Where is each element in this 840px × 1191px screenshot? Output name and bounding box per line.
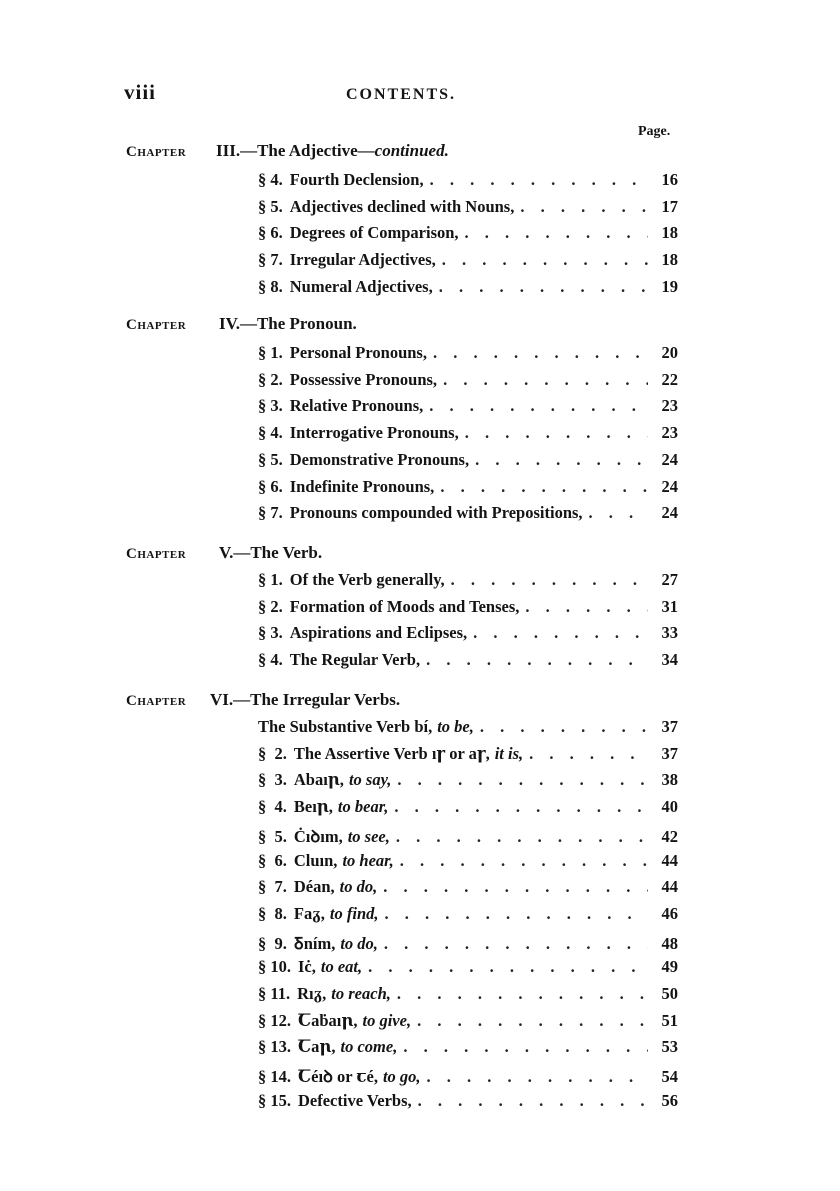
- dot-leader: [397, 770, 648, 790]
- entry-gloss: to see,: [347, 826, 390, 846]
- toc-entry: [258, 343, 678, 367]
- entry-title: Personal Pronouns,: [289, 343, 427, 362]
- toc-entry: [258, 957, 678, 981]
- dot-leader: [368, 957, 648, 977]
- entry-page-number: 24: [661, 449, 678, 469]
- entry-gloss: to give,: [362, 1010, 412, 1030]
- chapter-title: IV.—The Pronoun.: [219, 314, 357, 333]
- toc-entry: [258, 824, 678, 848]
- entry-gloss: to eat,: [320, 957, 363, 977]
- entry-label: [258, 797, 388, 817]
- dot-leader: [465, 423, 648, 443]
- toc-entry: [258, 170, 678, 194]
- section-number: § 8.: [258, 276, 283, 296]
- entry-label: [258, 957, 362, 977]
- section-number: § 3.: [258, 770, 287, 790]
- entry-gloss: to be,: [437, 717, 474, 736]
- dot-leader: [589, 503, 648, 523]
- section-number: § 12.: [258, 1010, 291, 1030]
- dot-leader: [417, 1011, 648, 1031]
- entry-page-number: 42: [661, 826, 678, 846]
- entry-title: Possessive Pronouns,: [289, 369, 438, 389]
- section-number: § 8.: [258, 903, 287, 923]
- chapter-title-continued: continued.: [374, 141, 449, 160]
- entry-label: [258, 223, 459, 243]
- dot-leader: [443, 370, 648, 390]
- entry-label: [258, 744, 523, 764]
- section-number: § 6.: [258, 850, 287, 870]
- section-number: § 3.: [258, 623, 283, 643]
- entry-title: Pronouns compounded with Prepositions,: [289, 503, 583, 523]
- chapter-title: III.—The Adjective—: [216, 141, 375, 160]
- dot-leader: [473, 623, 648, 643]
- entry-label: [258, 396, 423, 416]
- toc-entry: [258, 931, 678, 955]
- toc-entry: [258, 984, 678, 1008]
- entry-label: [258, 984, 391, 1004]
- entry-label: [258, 1091, 412, 1111]
- running-title: CONTENTS.: [346, 86, 457, 103]
- entry-label: [258, 277, 433, 297]
- section-number: § 6.: [258, 223, 283, 243]
- chapter-label: Chapter: [126, 317, 187, 333]
- entry-page-number: 24: [661, 503, 678, 523]
- entry-title: Abaıꞃ,: [293, 770, 344, 790]
- section-number: § 4.: [258, 797, 287, 817]
- entry-page-number: 51: [661, 1010, 678, 1030]
- entry-title: Ċıꝺım,: [293, 826, 343, 846]
- dot-leader: [418, 1091, 648, 1111]
- dot-leader: [430, 170, 648, 190]
- toc-entry: [258, 250, 678, 274]
- dot-leader: [429, 396, 648, 416]
- entry-label: [258, 503, 583, 523]
- entry-page-number: 38: [661, 770, 678, 790]
- entry-title: Cluın,: [293, 850, 338, 870]
- entry-page-number: 49: [661, 957, 678, 977]
- entry-page-number: 20: [661, 343, 678, 362]
- dot-leader: [525, 597, 648, 617]
- toc-entry: [258, 223, 678, 247]
- toc-entry: [258, 877, 678, 901]
- entry-gloss: to do,: [339, 877, 378, 897]
- entry-title: Of the Verb generally,: [289, 570, 445, 589]
- entry-page-number: 33: [661, 623, 678, 643]
- entry-title: Adjectives declined with Nouns,: [289, 196, 515, 216]
- dot-leader: [403, 1037, 648, 1057]
- dot-leader: [475, 450, 648, 470]
- toc-entry: [258, 770, 678, 794]
- dot-leader: [442, 250, 648, 270]
- section-number: § 11.: [258, 984, 291, 1003]
- toc-entry: [258, 1011, 678, 1035]
- entry-label: [258, 450, 469, 470]
- entry-page-number: 23: [661, 423, 678, 443]
- entry-gloss: to go,: [382, 1067, 421, 1087]
- toc-entry: [258, 503, 678, 527]
- section-number: § 7.: [258, 503, 283, 523]
- entry-gloss: to do,: [340, 933, 378, 953]
- entry-page-number: 46: [661, 903, 678, 923]
- toc-entry: [258, 1064, 678, 1088]
- entry-page-number: 18: [661, 250, 678, 270]
- toc-entry: [258, 450, 678, 474]
- dot-leader: [427, 1067, 648, 1087]
- entry-page-number: 54: [661, 1067, 678, 1087]
- toc-entry: [258, 423, 678, 447]
- entry-title: Ᵹním,: [293, 933, 336, 953]
- entry-page-number: 16: [661, 170, 678, 189]
- entry-page-number: 56: [661, 1090, 678, 1110]
- section-number: § 3.: [258, 396, 283, 416]
- dot-leader: [397, 984, 648, 1004]
- page-column-label: Page.: [638, 124, 671, 139]
- entry-label: [258, 370, 437, 390]
- entry-title: The Assertive Verb ıꞅ or aꞅ,: [293, 743, 490, 763]
- chapter-heading: [126, 543, 322, 563]
- section-number: § 10.: [258, 957, 291, 977]
- entry-title: Ꞇaḃaıꞃ,: [298, 1010, 358, 1030]
- dot-leader: [384, 934, 648, 954]
- section-number: § 15.: [258, 1090, 291, 1110]
- toc-entry: [258, 570, 678, 594]
- entry-page-number: 27: [661, 570, 678, 589]
- entry-title: Faᵹ,: [293, 903, 325, 923]
- toc-entry: [258, 650, 678, 674]
- entry-label: [258, 570, 445, 590]
- section-number: § 2.: [258, 596, 283, 616]
- entry-title: The Regular Verb,: [289, 650, 421, 670]
- entry-title: Beıꞃ,: [293, 797, 333, 817]
- section-number: § 5.: [258, 449, 283, 469]
- entry-page-number: 40: [661, 797, 678, 817]
- entry-gloss: to bear,: [337, 797, 389, 817]
- entry-page-number: 37: [661, 717, 678, 736]
- entry-title: Déan,: [293, 877, 335, 897]
- entry-label: [258, 197, 514, 217]
- section-number: § 6.: [258, 476, 283, 496]
- entry-label: [258, 597, 519, 617]
- entry-gloss: to come,: [340, 1037, 398, 1057]
- entry-page-number: 34: [661, 650, 678, 670]
- toc-entry: [258, 744, 678, 768]
- chapter-heading: [126, 141, 449, 161]
- chapter-label: Chapter: [126, 693, 187, 709]
- section-number: § 7.: [258, 877, 287, 897]
- entry-page-number: 37: [661, 743, 678, 763]
- toc-entry: [258, 477, 678, 501]
- entry-page-number: 31: [661, 596, 678, 616]
- entry-title: Ꞇaꞃ,: [298, 1037, 336, 1057]
- section-number: § 9.: [258, 933, 287, 953]
- chapter-heading: [126, 690, 400, 710]
- toc-entry: [258, 277, 678, 301]
- entry-title: Degrees of Comparison,: [289, 223, 459, 243]
- entry-label: [258, 477, 434, 497]
- entry-label: [258, 1037, 397, 1057]
- section-number: § 14.: [258, 1067, 291, 1087]
- toc-entry: [258, 197, 678, 221]
- entry-page-number: 22: [661, 369, 678, 389]
- dot-leader: [439, 277, 648, 297]
- entry-label: [258, 343, 427, 363]
- entry-title: Defective Verbs,: [298, 1090, 412, 1110]
- chapter-label: Chapter: [126, 546, 187, 562]
- dot-leader: [480, 717, 648, 737]
- entry-page-number: 23: [661, 396, 678, 416]
- entry-title: Rıᵹ,: [297, 984, 327, 1003]
- entry-page-number: 48: [661, 933, 678, 953]
- section-number: § 1.: [258, 343, 283, 362]
- entry-title: Ꞇéıꝺ or ꞇé,: [298, 1067, 378, 1087]
- entry-title: Irregular Adjectives,: [289, 250, 436, 270]
- dot-leader: [520, 197, 648, 217]
- dot-leader: [394, 797, 648, 817]
- chapter-heading: [126, 314, 357, 334]
- entry-gloss: to say,: [348, 770, 392, 790]
- entry-label: [258, 1011, 411, 1031]
- section-number: § 5.: [258, 826, 287, 846]
- dot-leader: [383, 877, 648, 897]
- entry-label: [258, 931, 378, 954]
- entry-title: The Substantive Verb bí,: [258, 717, 433, 736]
- entry-gloss: it is,: [494, 743, 524, 763]
- section-number: § 13.: [258, 1037, 291, 1057]
- entry-title: Formation of Moods and Tenses,: [289, 596, 520, 616]
- entry-title: Demonstrative Pronouns,: [289, 449, 470, 469]
- entry-page-number: 44: [661, 850, 678, 870]
- entry-title: Aspirations and Eclipses,: [289, 623, 468, 643]
- entry-label: [258, 717, 474, 737]
- toc-entry: [258, 904, 678, 928]
- chapter-title: VI.—The Irregular Verbs.: [210, 690, 401, 709]
- toc-entry: [258, 396, 678, 420]
- section-number: § 4.: [258, 170, 283, 189]
- section-number: § 1.: [258, 570, 283, 589]
- entry-label: [258, 423, 459, 443]
- toc-entry: [258, 797, 678, 821]
- entry-page-number: 24: [661, 476, 678, 496]
- entry-label: [258, 770, 391, 790]
- entry-label: [258, 650, 420, 670]
- chapter-label: Chapter: [126, 144, 187, 160]
- dot-leader: [465, 223, 648, 243]
- entry-title: Indefinite Pronouns,: [289, 476, 435, 496]
- dot-leader: [433, 343, 648, 363]
- entry-label: [258, 250, 436, 270]
- toc-entry: [258, 1091, 678, 1115]
- entry-title: Interrogative Pronouns,: [289, 423, 459, 443]
- toc-entry: [258, 851, 678, 875]
- dot-leader: [529, 744, 648, 764]
- entry-label: [258, 904, 379, 924]
- entry-page-number: 19: [661, 276, 678, 296]
- entry-page-number: 18: [661, 223, 678, 243]
- entry-page-number: 53: [661, 1037, 678, 1057]
- entry-gloss: to hear,: [342, 850, 394, 870]
- section-number: § 2.: [258, 369, 283, 389]
- entry-label: [258, 623, 467, 643]
- entry-gloss: to find,: [329, 903, 379, 923]
- entry-page-number: 44: [661, 877, 678, 897]
- toc-entry: [258, 1037, 678, 1061]
- entry-page-number: 17: [661, 196, 678, 216]
- dot-leader: [385, 904, 649, 924]
- entry-label: [258, 1064, 421, 1087]
- dot-leader: [451, 570, 648, 590]
- section-number: § 4.: [258, 423, 283, 443]
- section-number: § 7.: [258, 250, 283, 270]
- toc-entry: [258, 717, 678, 741]
- entry-gloss: to reach,: [331, 984, 391, 1003]
- chapter-title: V.—The Verb.: [219, 543, 323, 562]
- dot-leader: [400, 851, 648, 871]
- entry-title: Numeral Adjectives,: [289, 276, 433, 296]
- toc-entry: [258, 370, 678, 394]
- entry-label: [258, 824, 390, 847]
- dot-leader: [396, 827, 648, 847]
- entry-page-number: 50: [661, 984, 678, 1003]
- entry-label: [258, 851, 394, 871]
- toc-entry: [258, 623, 678, 647]
- entry-title: Iċ,: [298, 957, 316, 977]
- entry-label: [258, 877, 377, 897]
- page-number-folio: viii: [124, 80, 157, 104]
- entry-label: [258, 170, 424, 190]
- dot-leader: [440, 477, 648, 497]
- section-number: § 4.: [258, 650, 283, 670]
- section-number: § 2.: [258, 743, 287, 763]
- section-number: § 5.: [258, 196, 283, 216]
- entry-title: Relative Pronouns,: [289, 396, 424, 416]
- entry-title: Fourth Declension,: [289, 170, 424, 189]
- toc-entry: [258, 597, 678, 621]
- dot-leader: [426, 650, 648, 670]
